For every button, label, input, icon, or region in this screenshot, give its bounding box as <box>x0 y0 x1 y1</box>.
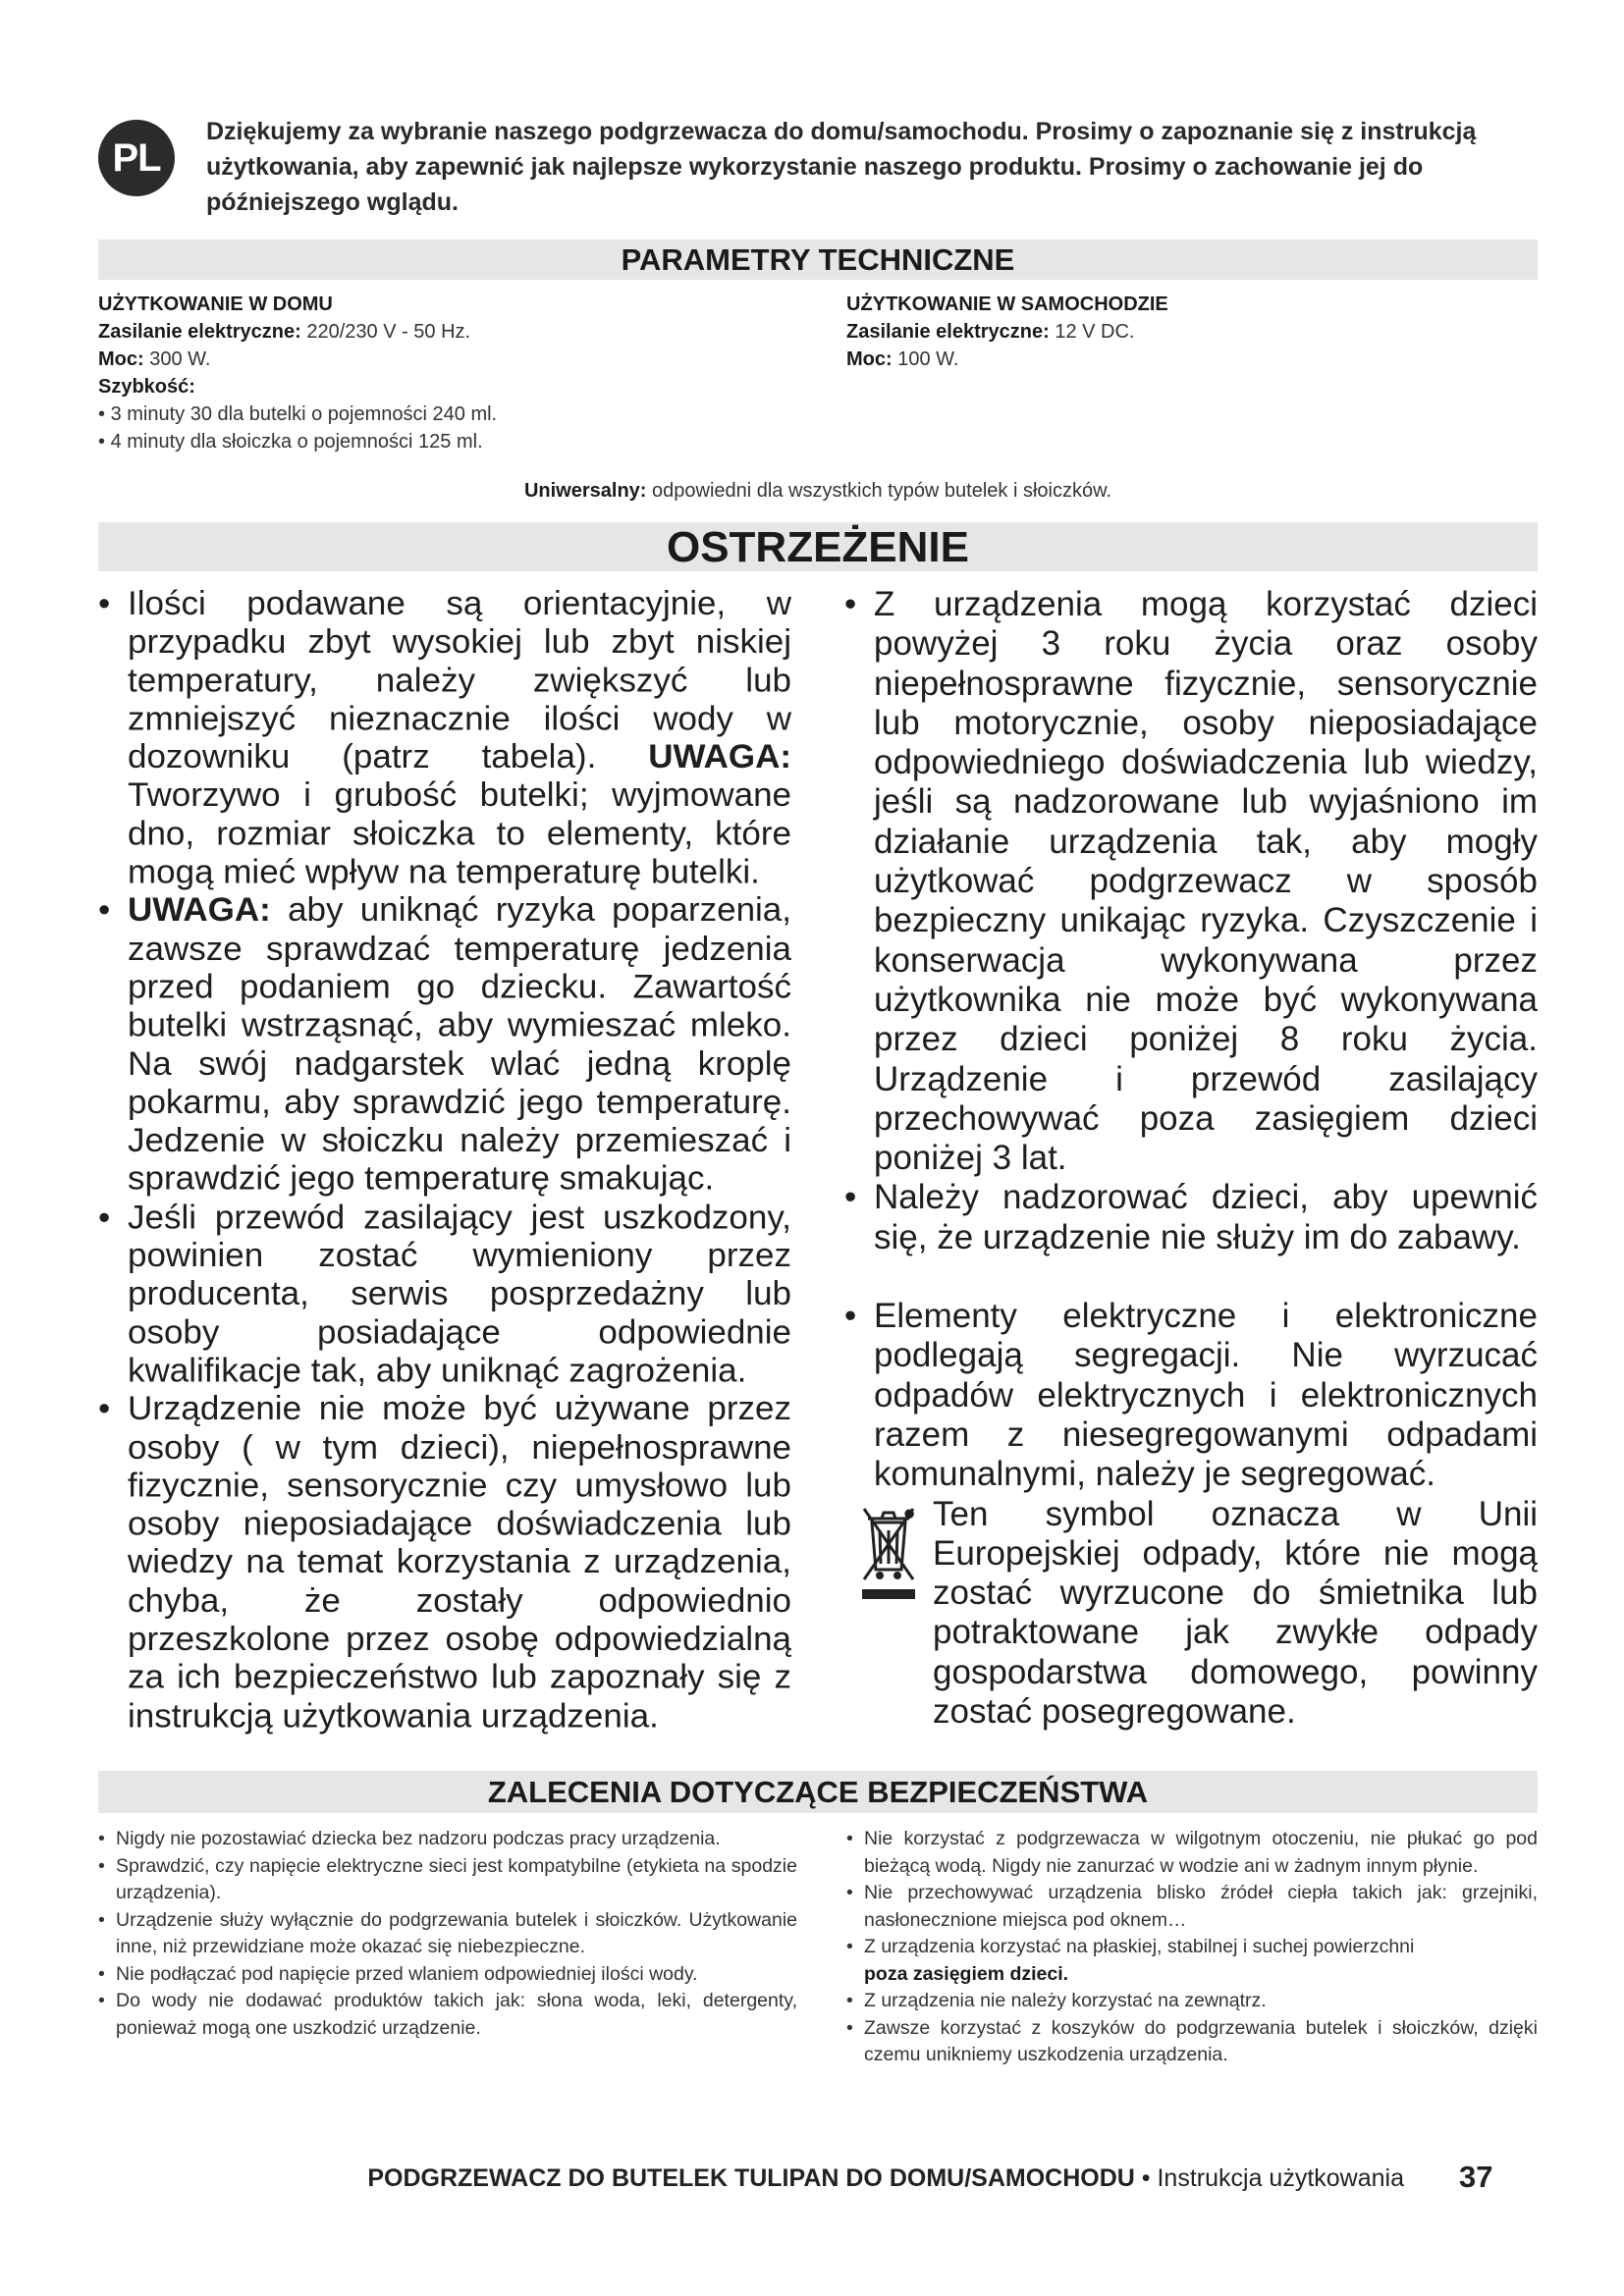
warning-item: • Urządzenie nie może być używane przez osoby ( w tym dzieci), niepełnosprawne fizycznie, sensorycznie czy umysłowo lub osoby nieposiadające doświadczenia lub wiedzy na temat korzystania z urządzenia, chyba, że zostały odpowiednio przeszkolone przez osobę odpowiedzialną za ich bezpieczeństwo lub zapoznały się z instrukcją użytkowania urządzenia. <box>98 1390 791 1735</box>
warning-item: • Należy nadzorować dzieci, aby upewnić się, że urządzenie nie służy im do zabawy. <box>844 1178 1538 1257</box>
language-badge: PL <box>98 120 175 196</box>
safety-left-column <box>98 1826 797 2042</box>
intro-text: Dziękujemy za wybranie naszego podgrzewacza do domu/samochodu. Prosimy o zapoznanie się z instrukcją użytkowania, aby zapewnić jak najlepsze wykorzystanie naszego produktu. Prosimy o zachowanie jej do późniejszego wglądu. <box>206 118 1477 216</box>
warning-item: • Jeśli przewód zasilający jest uszkodzony, powinien zostać wymieniony przez producenta, serwis posprzedażny lub osoby posiadające odpowiednie kwalifikacje tak, aby uniknąć zagrożenia. <box>98 1199 791 1390</box>
car-heading: UŻYTKOWANIE W SAMOCHODZIE <box>846 294 1168 315</box>
warning-item: • Elementy elektryczne i elektroniczne podlegają segregacji. Nie wyrzucać odpadów elektrycznych i elektronicznych razem z niesegregowanymi odpadami komunalnymi, należy je segregować. <box>844 1297 1538 1494</box>
warning-item: • Z urządzenia mogą korzystać dzieci powyżej 3 roku życia oraz osoby niepełnosprawne fizycznie, sensorycznie lub motorycznie, osoby nieposiadające odpowiedniego doświadczenia lub wiedzy, jeśli są nadzorowane lub wyjaśniono im działanie urządzenia tak, aby mogły użytkować podgrzewacz w sposób bezpieczny unikając ryzyka. Czyszczenie i konserwacja wykonywana przez użytkownika nie może być wykonywana przez dzieci poniżej 8 roku życia. Urządzenie i przewód zasilający przechowywać poza zasięgiem dzieci poniżej 3 lat. <box>844 585 1538 1178</box>
home-supply: Zasilanie elektryczne: 220/230 V - 50 Hz. <box>98 321 471 343</box>
speed-item: • 3 minuty 30 dla butelki o pojemności 240 ml. <box>98 403 498 425</box>
car-supply: Zasilanie elektryczne: 12 V DC. <box>846 321 1135 343</box>
safety-item: • Nigdy nie pozostawiać dziecka bez nadzoru podczas pracy urządzenia. <box>98 1826 797 1853</box>
params-car <box>846 291 1534 373</box>
warning-heading: OSTRZEŻENIE <box>98 522 1538 571</box>
safety-heading: ZALECENIA DOTYCZĄCE BEZPIECZEŃSTWA <box>98 1771 1538 1813</box>
home-heading: UŻYTKOWANIE W DOMU <box>98 294 333 315</box>
safety-item: • Nie przechowywać urządzenia blisko źródeł ciepła takich jak: grzejniki, nasłonecznione miejsca pod oknem… <box>846 1880 1538 1934</box>
car-power: Moc: 100 W. <box>846 348 959 370</box>
warning-left-column <box>98 585 791 1735</box>
home-power: Moc: 300 W. <box>98 348 211 370</box>
safety-item: • Sprawdzić, czy napięcie elektryczne sieci jest kompatybilne (etykieta na spodzie urządzenia). <box>98 1853 797 1907</box>
weee-item: • Ten symbol oznacza w Unii Europejskiej odpady, które nie mogą zostać wyrzucone do śmietnika lub potraktowane jak zwykłe odpady gospodarstwa domowego, powinny zostać posegregowane. <box>903 1495 1538 1733</box>
params-home <box>98 291 805 455</box>
safety-item: • Zawsze korzystać z koszyków do podgrzewania butelek i słoiczków, dzięki czemu unikniemy uszkodzenia urządzenia. <box>846 2015 1538 2069</box>
params-heading: PARAMETRY TECHNICZNE <box>98 240 1538 280</box>
safety-item: • Nie korzystać z podgrzewacza w wilgotnym otoczeniu, nie płukać go pod bieżącą wodą. Nigdy nie zanurzać w wodzie ani w żadnym innym płynie. <box>846 1826 1538 1880</box>
page-number: 37 <box>1459 2160 1493 2194</box>
footer-title: PODGRZEWACZ DO BUTELEK TULIPAN DO DOMU/SAMOCHODU • Instrukcja użytkowania <box>367 2164 1404 2192</box>
safety-right-column <box>846 1826 1538 2069</box>
speed-item: • 4 minuty dla słoiczka o pojemności 125 ml. <box>98 431 483 453</box>
safety-item: • Z urządzenia korzystać na płaskiej, stabilnej i suchej powierzchni poza zasięgiem dzieci. <box>846 1934 1538 1988</box>
safety-item: • Do wody nie dodawać produktów takich jak: słona woda, leki, detergenty, ponieważ mogą one uszkodzić urządzenie. <box>98 1988 797 2042</box>
warning-right-column <box>844 585 1538 1732</box>
safety-item: • Nie podłączać pod napięcie przed wlaniem odpowiedniej ilości wody. <box>98 1961 797 1989</box>
universal-note: Uniwersalny: odpowiedni dla wszystkich typów butelek i słoiczków. <box>523 480 1112 502</box>
safety-item: • Z urządzenia nie należy korzystać na zewnątrz. <box>846 1988 1538 2015</box>
warning-item: • Ilości podawane są orientacyjnie, w przypadku zbyt wysokiej lub zbyt niskiej temperatury, należy zwiększyć lub zmniejszyć nieznacznie ilości wody w dozowniku (patrz tabela). UWAGA: Tworzywo i grubość butelki; wyjmowane dno, rozmiar słoiczka to elementy, które mogą mieć wpływ na temperaturę butelki. <box>98 585 791 892</box>
warning-item: • UWAGA: aby uniknąć ryzyka poparzenia, zawsze sprawdzać temperaturę jedzenia przed podaniem go dziecku. Zawartość butelki wstrząsnąć, aby wymieszać mleko. Na swój nadgarstek wlać jedną kroplę pokarmu, aby sprawdzić jego temperaturę. Jedzenie w słoiczku należy przemieszać i sprawdzić jego temperaturę smakując. <box>98 892 791 1200</box>
weee-block <box>844 1495 1538 1733</box>
home-speed-label: Szybkość: <box>98 376 195 398</box>
safety-item: • Urządzenie służy wyłącznie do podgrzewania butelek i słoiczków. Użytkowanie inne, niż przewidziane może okazać się niebezpieczne. <box>98 1907 797 1961</box>
